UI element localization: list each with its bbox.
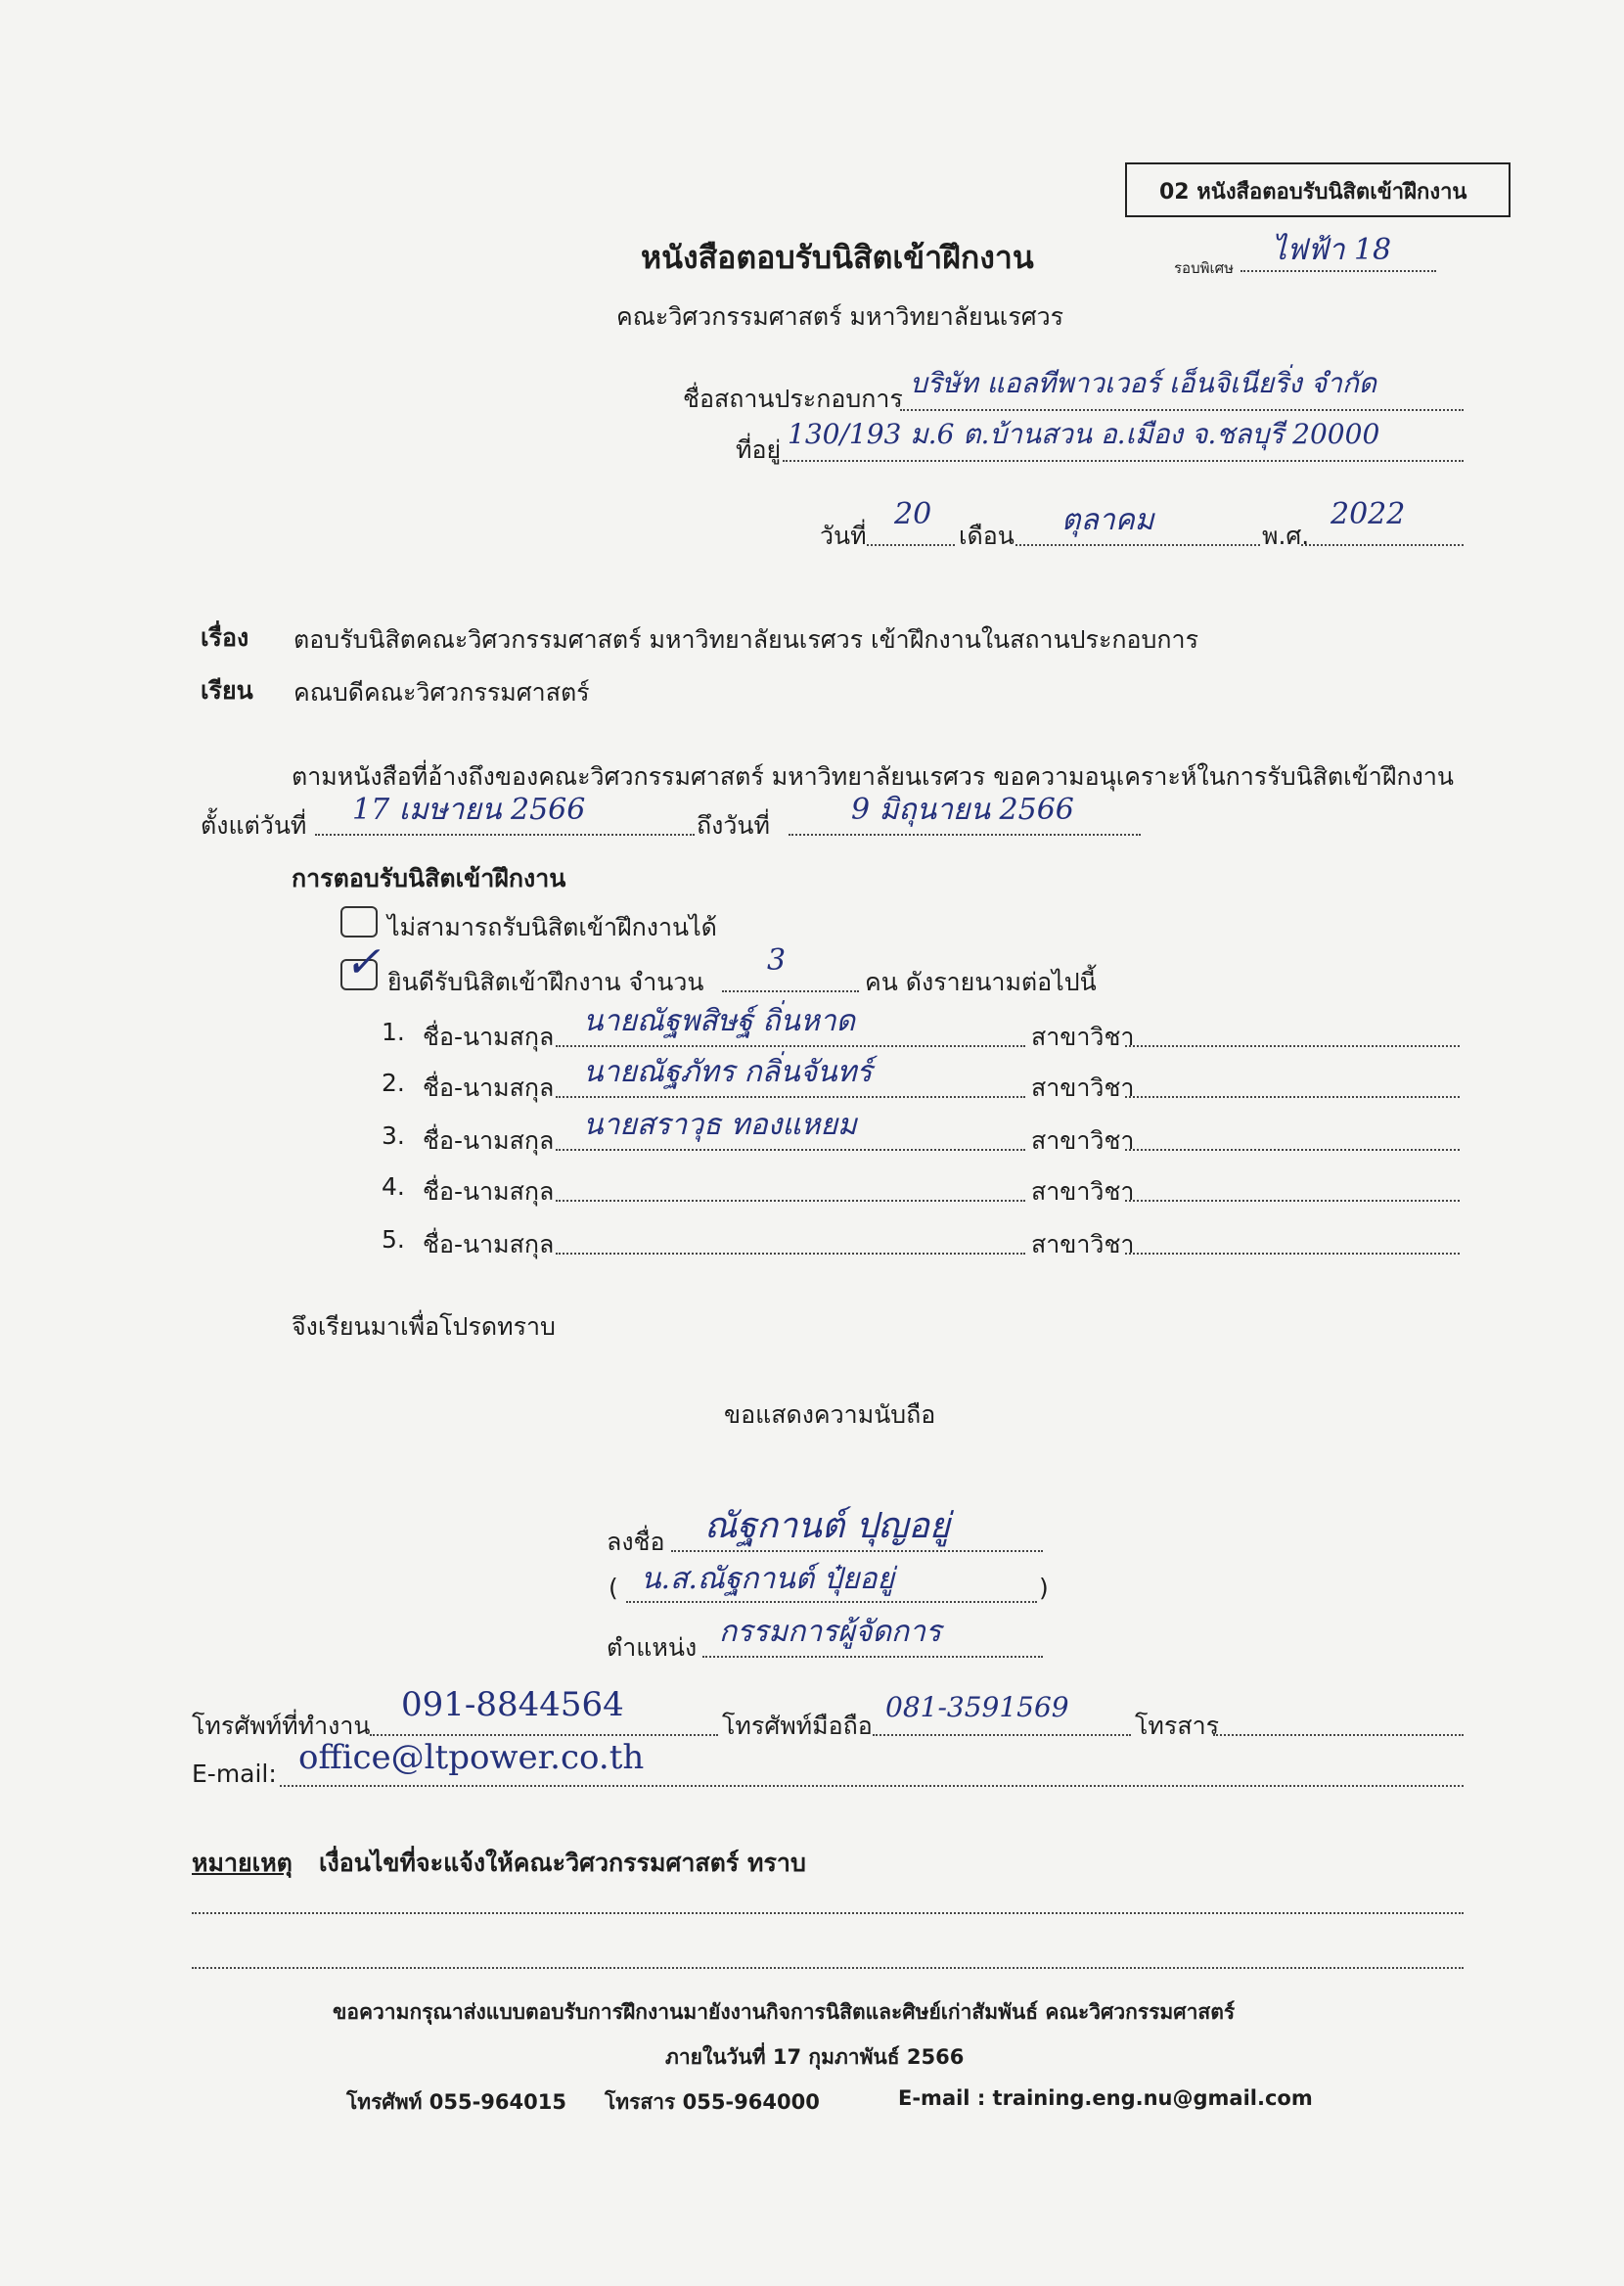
count-value: 3: [767, 943, 787, 978]
fax-label: โทรสาร: [1135, 1712, 1220, 1740]
org-address-label: ที่อยู่: [736, 435, 782, 464]
position-line: [702, 1656, 1043, 1658]
student-label: ชื่อ-นามสกุล: [423, 1126, 555, 1155]
student-num: 5.: [382, 1225, 405, 1254]
decline-checkbox[interactable]: [340, 906, 378, 937]
student-label: ชื่อ-นามสกุล: [423, 1023, 555, 1051]
mobile-value: 081-3591569: [885, 1691, 1069, 1723]
to-text: คณบดีคณะวิศวกรรมศาสตร์: [293, 678, 590, 707]
footer-fax: โทรสาร 055-964000: [605, 2090, 820, 2114]
note-label: หมายเหตุ: [192, 1849, 293, 1877]
student-major-line: [1125, 1096, 1460, 1098]
round-label: รอบพิเศษ: [1174, 259, 1235, 277]
student-name: นายณัฐภัทร กลิ่นจันทร์: [583, 1055, 873, 1089]
student-major-label: สาขาวิชา: [1031, 1074, 1135, 1102]
accept-label: ยินดีรับนิสิตเข้าฝึกงาน จำนวน: [387, 968, 704, 996]
student-major-line: [1125, 1045, 1460, 1047]
student-label: ชื่อ-นามสกุล: [423, 1230, 555, 1258]
date-year-value: 2022: [1331, 497, 1406, 531]
body-text: ตามหนังสือที่อ้างถึงของคณะวิศวกรรมศาสตร์ มหาวิทยาลัยนเรศวร ขอความอนุเคราะห์ในการรับนิสิตเข้าฝึกงาน: [292, 762, 1454, 791]
regards-text: ขอแสดงความนับถือ: [724, 1400, 936, 1429]
date-day-line: [867, 544, 955, 546]
fax-line: [1213, 1734, 1464, 1736]
email-value: office@ltpower.co.th: [298, 1738, 645, 1777]
subject-label: เรื่อง: [201, 623, 249, 652]
acceptance-heading: การตอบรับนิสิตเข้าฝึกงาน: [292, 864, 566, 892]
student-major-line: [1125, 1200, 1460, 1202]
count-suffix: คน ดังรายนามต่อไปนี้: [865, 968, 1097, 996]
student-label: ชื่อ-นามสกุล: [423, 1177, 555, 1206]
name-open-paren: (: [609, 1574, 618, 1602]
student-num: 2.: [382, 1069, 405, 1097]
position-label: ตำแหน่ง: [607, 1633, 698, 1662]
closing-text: จึงเรียนมาเพื่อโปรดทราบ: [292, 1312, 556, 1341]
position-value: กรรมการผู้จัดการ: [719, 1615, 942, 1649]
to-label: เรียน: [201, 676, 253, 705]
student-major-label: สาขาวิชา: [1031, 1023, 1135, 1051]
note-line-2: [192, 1967, 1464, 1969]
footer-line-2: ภายในวันที่ 17 กุมภาพันธ์ 2566: [665, 2045, 965, 2069]
page-title: หนังสือตอบรับนิสิตเข้าฝึกงาน: [641, 239, 1034, 276]
student-name-line: [556, 1200, 1025, 1202]
footer-phone: โทรศัพท์ 055-964015: [346, 2090, 566, 2114]
faculty-line: คณะวิศวกรรมศาสตร์ มหาวิทยาลัยนเรศวร: [616, 302, 1064, 331]
period-from-label: ตั้งแต่วันที่: [201, 811, 307, 840]
period-to-label: ถึงวันที่: [697, 811, 770, 840]
mobile-line: [873, 1734, 1131, 1736]
org-name-label: ชื่อสถานประกอบการ: [683, 385, 903, 413]
student-num: 1.: [382, 1018, 405, 1046]
period-to-value: 9 มิถุนายน 2566: [851, 793, 1074, 827]
student-name-line: [556, 1149, 1025, 1151]
student-name-line: [556, 1045, 1025, 1047]
work-phone-value: 091-8844564: [401, 1685, 624, 1724]
note-text: เงื่อนไขที่จะแจ้งให้คณะวิศวกรรมศาสตร์ ทราบ: [319, 1849, 806, 1877]
work-phone-label: โทรศัพท์ที่ทำงาน: [192, 1712, 371, 1740]
student-name: นายสราวุธ ทองแหยม: [583, 1108, 857, 1142]
student-name-line: [556, 1253, 1025, 1255]
note-line-1: [192, 1912, 1464, 1914]
subject-text: ตอบรับนิสิตคณะวิศวกรรมศาสตร์ มหาวิทยาลัยนเรศวร เข้าฝึกงานในสถานประกอบการ: [293, 625, 1199, 654]
org-address-line: [783, 460, 1464, 462]
date-month-line: [1015, 544, 1260, 546]
signer-name: น.ส.ณัฐกานต์ ปุ๋ยอยู่: [641, 1562, 895, 1596]
student-major-line: [1125, 1253, 1460, 1255]
student-major-line: [1125, 1149, 1460, 1151]
student-major-label: สาขาวิชา: [1031, 1230, 1135, 1258]
org-name-value: บริษัท แอลทีพาวเวอร์ เอ็นจิเนียริ่ง จำกัด: [910, 367, 1376, 399]
date-month-value: ตุลาคม: [1061, 503, 1154, 537]
mobile-label: โทรศัพท์มือถือ: [722, 1712, 873, 1740]
round-value: ไฟฟ้า 18: [1272, 233, 1392, 267]
form-code: 02 หนังสือตอบรับนิสิตเข้าฝึกงาน: [1159, 180, 1467, 205]
student-name-line: [556, 1096, 1025, 1098]
footer-email: E-mail : training.eng.nu@gmail.com: [898, 2086, 1313, 2110]
footer-line-1: ขอความกรุณาส่งแบบตอบรับการฝึกงานมายังงานกิจการนิสิตและศิษย์เก่าสัมพันธ์ คณะวิศวกรรมศาสตร์: [333, 2000, 1236, 2024]
date-year-line: [1301, 544, 1464, 546]
date-month-label: เดือน: [959, 522, 1015, 550]
period-from-value: 17 เมษายน 2566: [352, 793, 586, 827]
email-line: [280, 1785, 1464, 1787]
decline-label: ไม่สามารถรับนิสิตเข้าฝึกงานได้: [387, 913, 717, 941]
student-num: 3.: [382, 1121, 405, 1150]
student-major-label: สาขาวิชา: [1031, 1126, 1135, 1155]
student-name: นายณัฐพสิษฐ์ ถิ่นหาด: [583, 1004, 856, 1038]
email-label: E-mail:: [192, 1760, 277, 1788]
sign-label: ลงชื่อ: [607, 1528, 665, 1556]
period-from-line: [315, 834, 695, 836]
date-day-label: วันที่: [820, 522, 867, 550]
period-to-line: [789, 834, 1141, 836]
count-line: [722, 990, 859, 992]
accept-check-mark: ✓: [344, 937, 381, 987]
signature-image: ณัฐกานต์ ปุญอยู่: [704, 1506, 950, 1546]
date-day-value: 20: [894, 497, 932, 531]
date-year-label: พ.ศ.: [1262, 522, 1310, 550]
student-num: 4.: [382, 1172, 405, 1201]
name-close-paren: ): [1039, 1574, 1049, 1602]
student-label: ชื่อ-นามสกุล: [423, 1074, 555, 1102]
student-major-label: สาขาวิชา: [1031, 1177, 1135, 1206]
work-phone-line: [370, 1734, 718, 1736]
org-name-line: [900, 409, 1464, 411]
org-address-value: 130/193 ม.6 ต.บ้านสวน อ.เมือง จ.ชลบุรี 20000: [788, 418, 1380, 450]
